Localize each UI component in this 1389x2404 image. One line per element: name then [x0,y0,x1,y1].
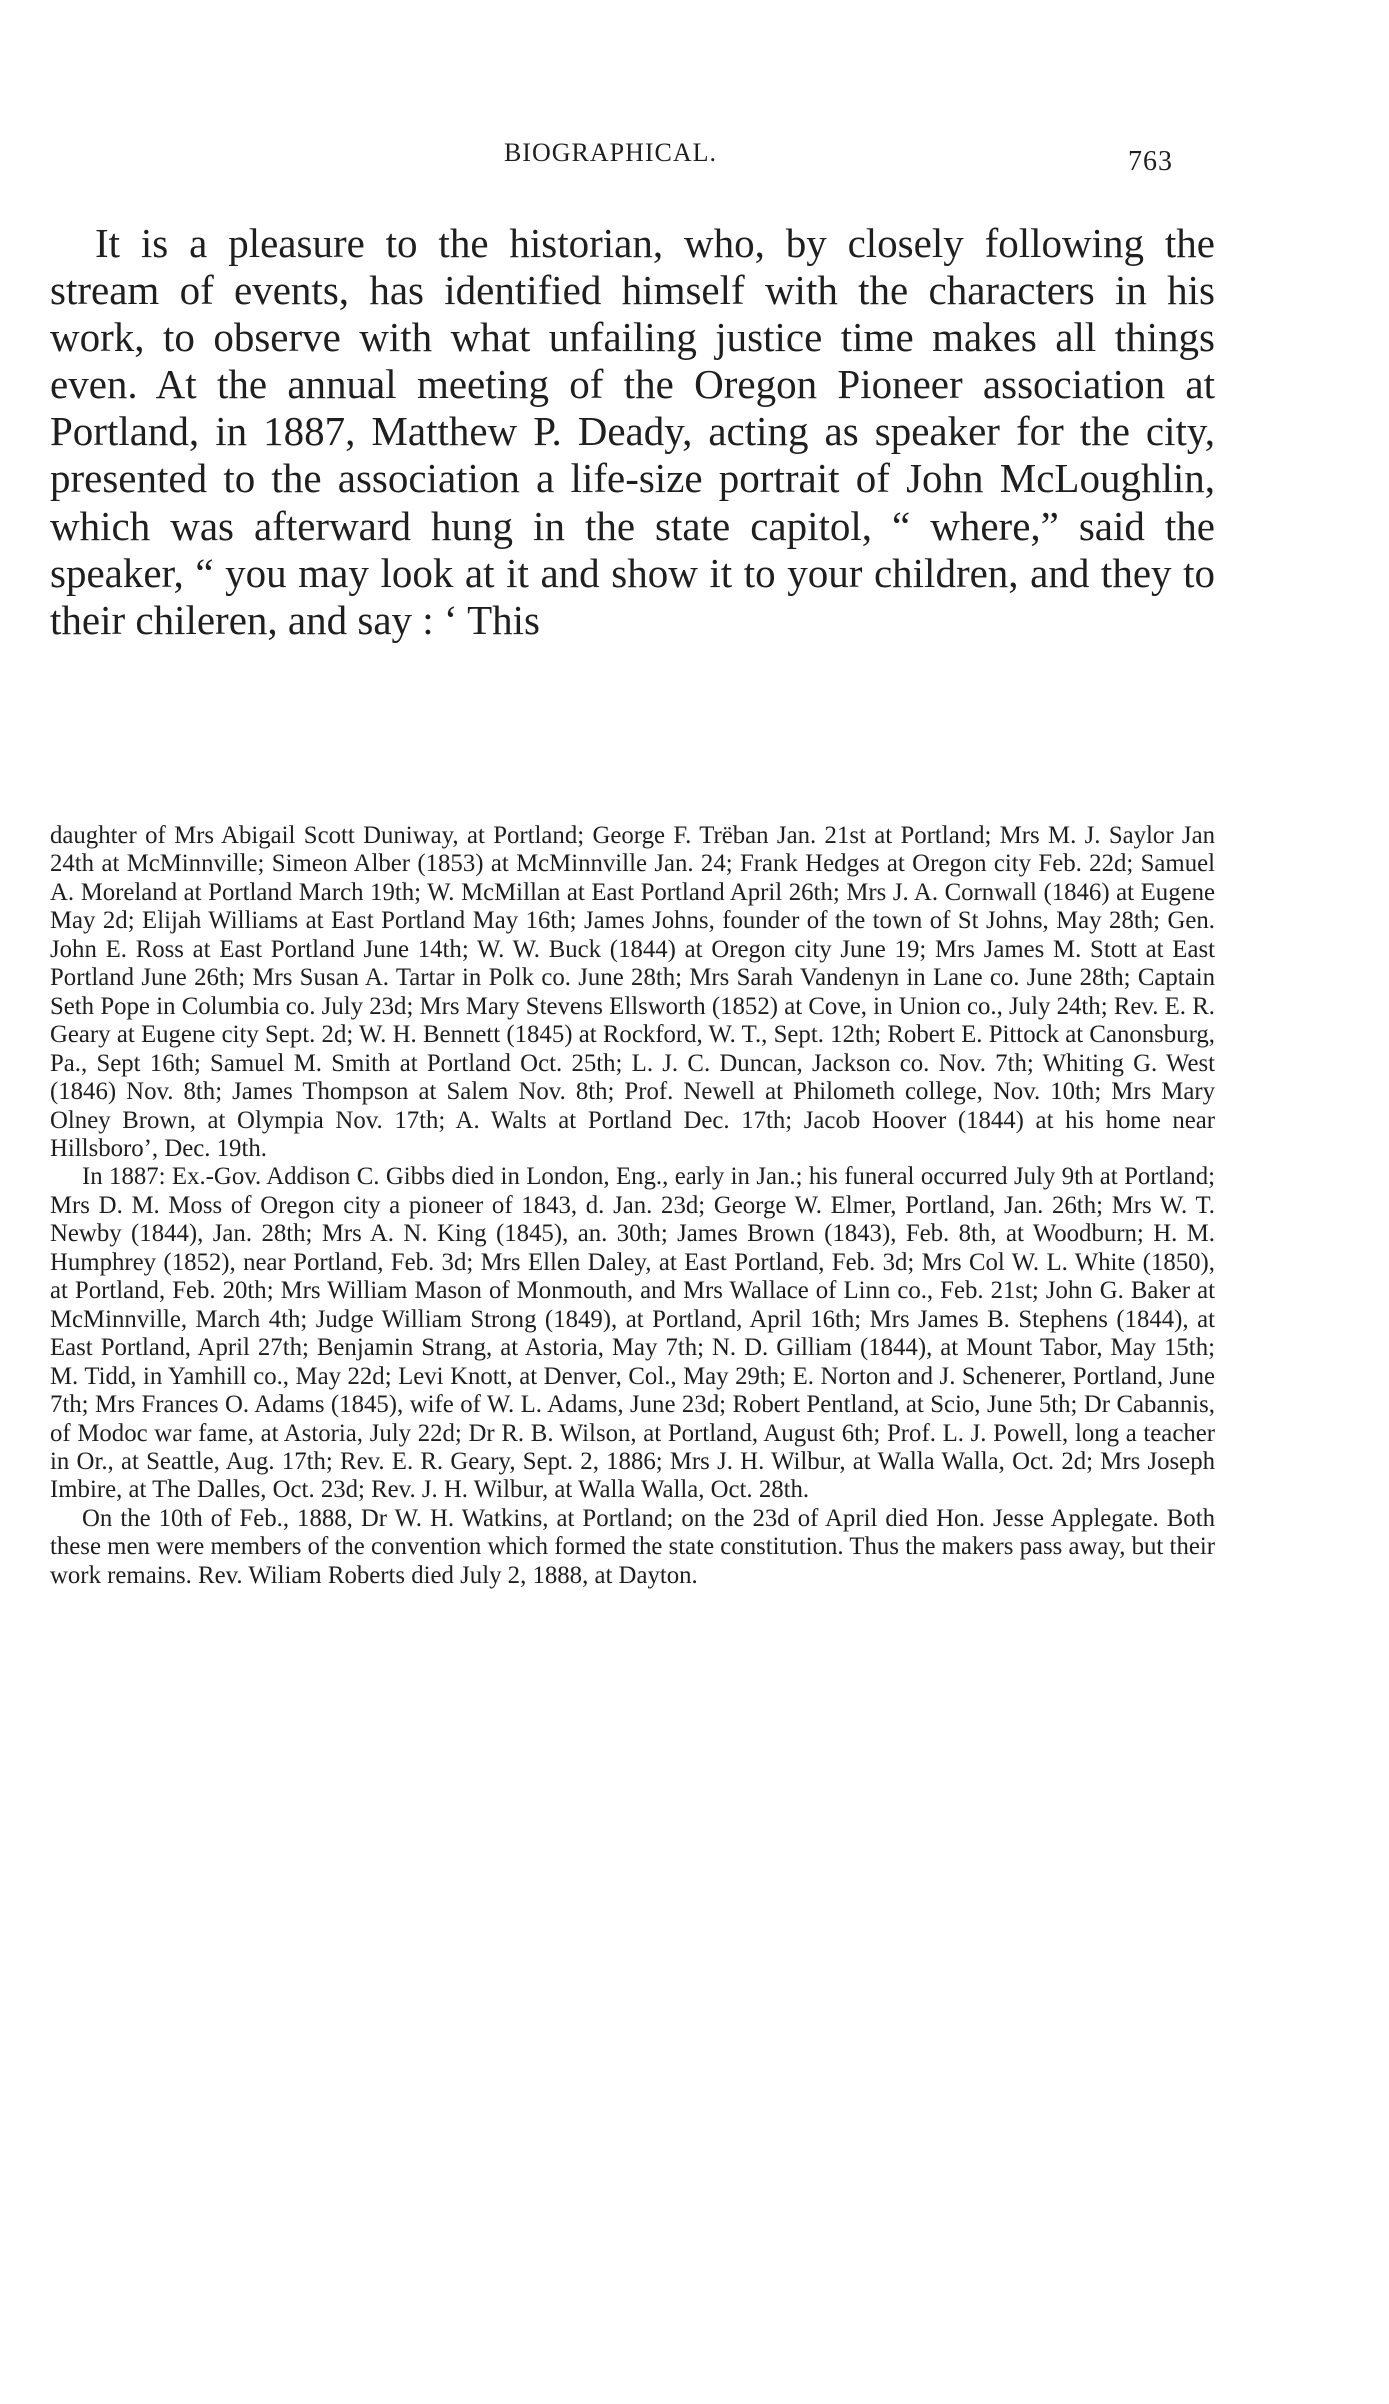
footnote-paragraph-deaths-1887: In 1887: Ex.-Gov. Addison C. Gibbs died in London, Eng., early in Jan.; his funeral occurred July 9th at Portland; Mrs D. M. Moss of Oregon city a pioneer of 1843, d. Jan. 23d; George W. Elmer, Portland, Jan. 26th; Mrs W. T. Newby (1844), Jan. 28th; Mrs A. N. King (1845), an. 30th; James Brown (1843), Feb. 8th, at Woodburn; H. M. Humphrey (1852), near Portland, Feb. 3d; Mrs Ellen Daley, at East Portland, Feb. 3d; Mrs Col W. L. White (1850), at Portland, Feb. 20th; Mrs William Mason of Monmouth, and Mrs Wallace of Linn co., Feb. 21st; John G. Baker at McMinnville, March 4th; Judge William Strong (1849), at Portland, April 16th; Mrs James B. Stephens (1844), at East Portland, April 27th; Benjamin Strang, at Astoria, May 7th; N. D. Gilliam (1844), at Mount Tabor, May 15th; M. Tidd, in Yamhill co., May 22d; Levi Knott, at Denver, Col., May 29th; E. Norton and J. Schenerer, Portland, June 7th; Mrs Frances O. Adams (1845), wife of W. L. Adams, June 23d; Robert Pentland, at Scio, June 5th; Dr Cabannis, of Modoc war fame, at Astoria, July 22d; Dr R. B. Wilson, at Portland, August 6th; Prof. L. J. Powell, long a teacher in Or., at Seattle, Aug. 17th; Rev. E. R. Geary, Sept. 2, 1886; Mrs J. H. Wilbur, at Walla Walla, Oct. 2d; Mrs Joseph Imbire, at The Dalles, Oct. 23d; Rev. J. H. Wilbur, at Walla Walla, Oct. 28th. [50,1163,1215,1504]
header-title: BIOGRAPHICAL. [503,138,718,167]
footnote-paragraph-deaths-1886: daughter of Mrs Abigail Scott Duniway, at Portland; George F. Trëban Jan. 21st at Portland; Mrs M. J. Saylor Jan 24th at McMinnville; Simeon Alber (1853) at McMinnville Jan. 24; Frank Hedges at Oregon city Feb. 22d; Samuel A. Moreland at Portland March 19th; W. McMillan at East Portland April 26th; Mrs J. A. Cornwall (1846) at Eugene May 2d; Elijah Williams at East Portland May 16th; James Johns, founder of the town of St Johns, May 28th; Gen. John E. Ross at East Portland June 14th; W. W. Buck (1844) at Oregon city June 19; Mrs James M. Stott at East Portland June 26th; Mrs Susan A. Tartar in Polk co. June 28th; Mrs Sarah Vandenyn in Lane co. June 28th; Captain Seth Pope in Columbia co. July 23d; Mrs Mary Stevens Ellsworth (1852) at Cove, in Union co., July 24th; Rev. E. R. Geary at Eugene city Sept. 2d; W. H. Bennett (1845) at Rockford, W. T., Sept. 12th; Robert E. Pittock at Canonsburg, Pa., Sept 16th; Samuel M. Smith at Portland Oct. 25th; L. J. C. Duncan, Jackson co. Nov. 7th; Whiting G. West (1846) Nov. 8th; James Thompson at Salem Nov. 8th; Prof. Newell at Philometh college, Nov. 10th; Mrs Mary Olney Brown, at Olympia Nov. 17th; A. Walts at Portland Dec. 17th; Jacob Hoover (1844) at his home near Hillsboro’, Dec. 19th. [50,822,1215,1162]
running-head [48,138,1173,178]
main-paragraph: It is a pleasure to the historian, who, by closely following the stream of events, has identified himself with the characters in his work, to observe with what unfailing justice time makes all things even. At the annual meeting of the Oregon Pioneer association at Portland, in 1887, Matthew P. Deady, acting as speaker for the city, presented to the association a life-size portrait of John McLoughlin, which was afterward hung in the state capitol, “ where,” said the speaker, “ you may look at it and show it to your children, and they to their chileren, and say : ‘ This [50,220,1215,643]
page-number: 763 [1128,146,1173,177]
footnote-paragraph-deaths-1888: On the 10th of Feb., 1888, Dr W. H. Watkins, at Portland; on the 23d of April died Hon. Jesse Applegate. Both these men were members of the convention which formed the state constitution. Thus the makers pass away, but their work remains. Rev. Wiliam Roberts died July 2, 1888, at Dayton. [50,1504,1215,1589]
footnotes [50,822,1215,1590]
